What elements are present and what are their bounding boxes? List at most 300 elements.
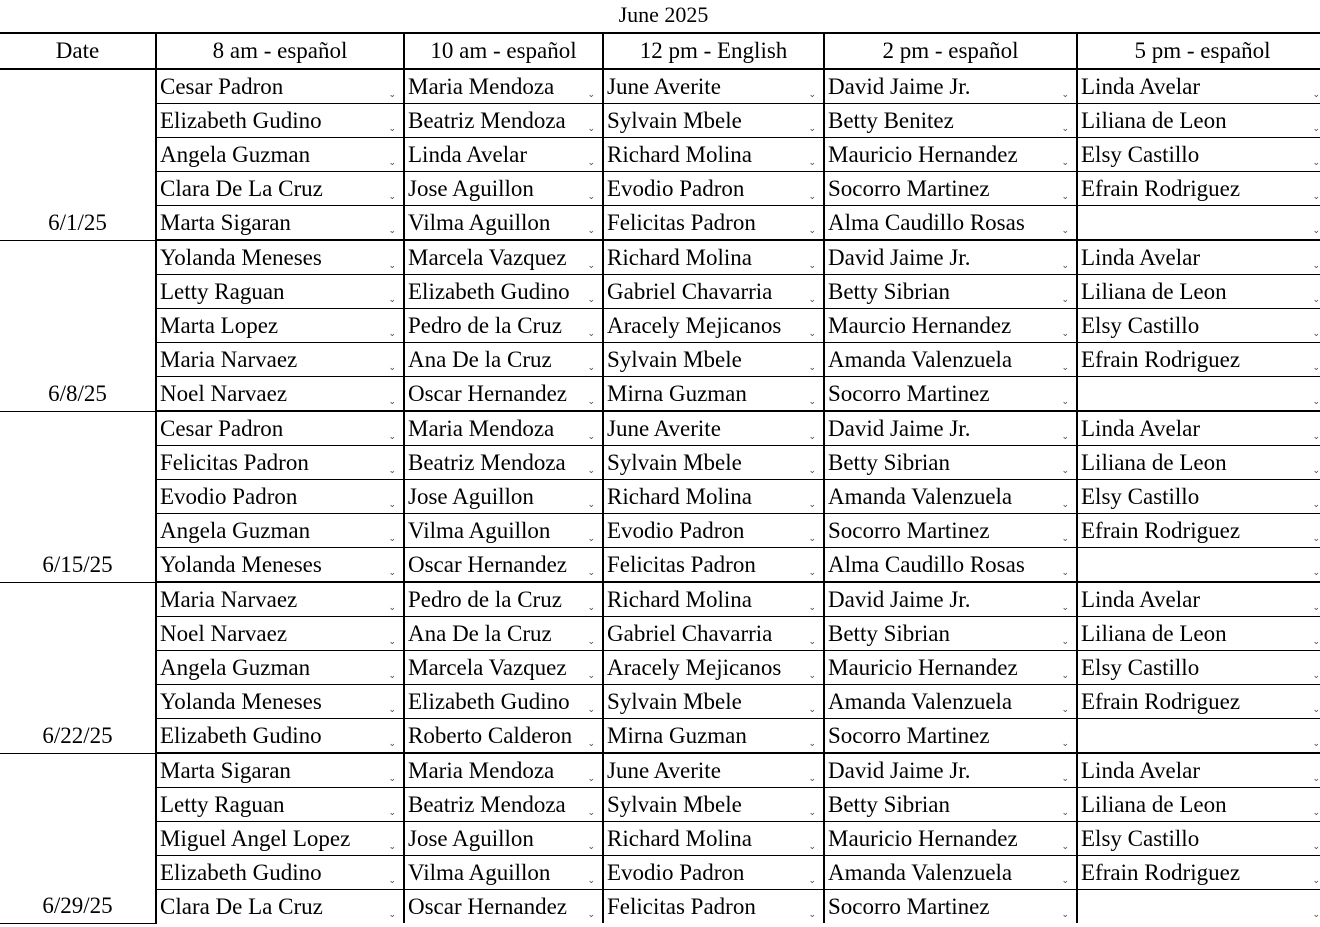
chevron-down-icon[interactable]: ⌄ <box>808 157 816 167</box>
chevron-down-icon[interactable]: ⌄ <box>1061 602 1069 612</box>
table-row <box>0 69 1320 104</box>
assignment-dropdown-10am[interactable] <box>404 343 603 377</box>
chevron-down-icon[interactable]: ⌄ <box>1061 567 1069 577</box>
chevron-down-icon[interactable]: ⌄ <box>1312 294 1320 304</box>
assignment-dropdown-10am[interactable] <box>404 514 603 548</box>
assignment-dropdown-8am[interactable] <box>156 548 404 583</box>
assignment-dropdown-10am[interactable] <box>404 617 603 651</box>
assignment-dropdown-10am[interactable] <box>404 206 603 241</box>
assignment-dropdown-12pm[interactable] <box>603 890 824 924</box>
chevron-down-icon[interactable]: ⌄ <box>388 123 396 133</box>
assignment-dropdown-12pm[interactable] <box>603 548 824 583</box>
chevron-down-icon[interactable]: ⌄ <box>1312 533 1320 543</box>
date-cell: 6/22/25 <box>0 582 156 753</box>
assignment-dropdown-2pm[interactable] <box>824 69 1077 104</box>
assignee-name: Liliana de Leon <box>1081 791 1227 817</box>
chevron-down-icon[interactable]: ⌄ <box>388 738 396 748</box>
assignment-dropdown-8am[interactable] <box>156 206 404 241</box>
chevron-down-icon[interactable]: ⌄ <box>587 362 595 372</box>
chevron-down-icon[interactable]: ⌄ <box>1061 362 1069 372</box>
assignment-dropdown-12pm[interactable] <box>603 582 824 617</box>
chevron-down-icon[interactable]: ⌄ <box>587 875 595 885</box>
chevron-down-icon[interactable]: ⌄ <box>808 89 816 99</box>
chevron-down-icon[interactable]: ⌄ <box>388 465 396 475</box>
chevron-down-icon[interactable]: ⌄ <box>587 157 595 167</box>
assignment-dropdown-10am[interactable] <box>404 377 603 412</box>
chevron-down-icon[interactable]: ⌄ <box>1061 431 1069 441</box>
chevron-down-icon[interactable]: ⌄ <box>587 704 595 714</box>
assignment-dropdown-10am[interactable] <box>404 172 603 206</box>
chevron-down-icon[interactable]: ⌄ <box>1312 89 1320 99</box>
assignment-dropdown-5pm[interactable] <box>1077 411 1320 446</box>
assignment-dropdown-8am[interactable] <box>156 719 404 754</box>
assignment-dropdown-8am[interactable] <box>156 856 404 890</box>
table-row <box>0 719 1320 754</box>
assignment-dropdown-8am[interactable] <box>156 651 404 685</box>
chevron-down-icon[interactable]: ⌄ <box>1061 157 1069 167</box>
chevron-down-icon[interactable]: ⌄ <box>1061 499 1069 509</box>
assignee-name: David Jaime Jr. <box>828 73 971 99</box>
chevron-down-icon[interactable]: ⌄ <box>1061 294 1069 304</box>
chevron-down-icon[interactable]: ⌄ <box>1061 841 1069 851</box>
assignee-name: Alma Caudillo Rosas <box>828 551 1025 577</box>
chevron-down-icon[interactable]: ⌄ <box>587 225 595 235</box>
chevron-down-icon[interactable]: ⌄ <box>1061 396 1069 406</box>
chevron-down-icon[interactable]: ⌄ <box>587 567 595 577</box>
chevron-down-icon[interactable]: ⌄ <box>388 602 396 612</box>
table-row <box>0 582 1320 617</box>
chevron-down-icon[interactable]: ⌄ <box>1312 225 1320 235</box>
chevron-down-icon[interactable]: ⌄ <box>1312 157 1320 167</box>
chevron-down-icon[interactable]: ⌄ <box>1061 533 1069 543</box>
assignment-dropdown-5pm[interactable] <box>1077 788 1320 822</box>
assignment-dropdown-12pm[interactable] <box>603 172 824 206</box>
assignment-dropdown-8am[interactable] <box>156 104 404 138</box>
assignment-dropdown-10am[interactable] <box>404 275 603 309</box>
assignment-dropdown-5pm[interactable] <box>1077 480 1320 514</box>
table-row <box>0 788 1320 822</box>
assignee-name: David Jaime Jr. <box>828 244 971 270</box>
chevron-down-icon[interactable]: ⌄ <box>808 465 816 475</box>
chevron-down-icon[interactable]: ⌄ <box>1061 260 1069 270</box>
assignment-dropdown-8am[interactable] <box>156 377 404 412</box>
assignee-name: Vilma Aguillon <box>408 859 551 885</box>
chevron-down-icon[interactable]: ⌄ <box>388 260 396 270</box>
assignment-dropdown-5pm[interactable] <box>1077 890 1320 924</box>
assignment-dropdown-10am[interactable] <box>404 480 603 514</box>
chevron-down-icon[interactable]: ⌄ <box>1061 909 1069 919</box>
assignment-dropdown-2pm[interactable] <box>824 890 1077 924</box>
assignment-dropdown-12pm[interactable] <box>603 514 824 548</box>
assignment-dropdown-5pm[interactable] <box>1077 172 1320 206</box>
chevron-down-icon[interactable]: ⌄ <box>388 567 396 577</box>
chevron-down-icon[interactable]: ⌄ <box>587 328 595 338</box>
assignment-dropdown-12pm[interactable] <box>603 685 824 719</box>
chevron-down-icon[interactable]: ⌄ <box>1312 328 1320 338</box>
assignee-name: Clara De La Cruz <box>160 893 323 919</box>
assignment-dropdown-2pm[interactable] <box>824 206 1077 241</box>
assignee-name: Efrain Rodriguez <box>1081 859 1241 885</box>
assignment-dropdown-8am[interactable] <box>156 822 404 856</box>
assignment-dropdown-5pm[interactable] <box>1077 685 1320 719</box>
assignment-dropdown-2pm[interactable] <box>824 685 1077 719</box>
chevron-down-icon[interactable]: ⌄ <box>388 704 396 714</box>
chevron-down-icon[interactable]: ⌄ <box>1312 396 1320 406</box>
chevron-down-icon[interactable]: ⌄ <box>1061 636 1069 646</box>
chevron-down-icon[interactable]: ⌄ <box>388 909 396 919</box>
chevron-down-icon[interactable]: ⌄ <box>808 362 816 372</box>
chevron-down-icon[interactable]: ⌄ <box>388 533 396 543</box>
assignment-dropdown-12pm[interactable] <box>603 411 824 446</box>
chevron-down-icon[interactable]: ⌄ <box>587 431 595 441</box>
assignee-name: Amanda Valenzuela <box>828 346 1013 372</box>
assignment-dropdown-12pm[interactable] <box>603 480 824 514</box>
assignment-dropdown-5pm[interactable] <box>1077 582 1320 617</box>
assignment-dropdown-5pm[interactable] <box>1077 138 1320 172</box>
chevron-down-icon[interactable]: ⌄ <box>808 807 816 817</box>
chevron-down-icon[interactable]: ⌄ <box>1061 875 1069 885</box>
chevron-down-icon[interactable]: ⌄ <box>1312 499 1320 509</box>
chevron-down-icon[interactable]: ⌄ <box>808 636 816 646</box>
assignee-name: Elizabeth Gudino <box>408 688 570 714</box>
assignment-dropdown-8am[interactable] <box>156 582 404 617</box>
assignment-dropdown-12pm[interactable] <box>603 206 824 241</box>
chevron-down-icon[interactable]: ⌄ <box>1312 191 1320 201</box>
chevron-down-icon[interactable]: ⌄ <box>1312 123 1320 133</box>
assignment-dropdown-10am[interactable] <box>404 309 603 343</box>
assignee-name: Maria Mendoza <box>408 757 555 783</box>
chevron-down-icon[interactable]: ⌄ <box>1312 260 1320 270</box>
assignment-dropdown-2pm[interactable] <box>824 377 1077 412</box>
assignment-dropdown-8am[interactable] <box>156 240 404 275</box>
chevron-down-icon[interactable]: ⌄ <box>808 191 816 201</box>
assignment-dropdown-8am[interactable] <box>156 172 404 206</box>
assignee-name: Marta Lopez <box>160 312 279 338</box>
chevron-down-icon[interactable]: ⌄ <box>388 191 396 201</box>
assignment-dropdown-2pm[interactable] <box>824 343 1077 377</box>
assignment-dropdown-5pm[interactable] <box>1077 753 1320 788</box>
chevron-down-icon[interactable]: ⌄ <box>1061 773 1069 783</box>
assignment-dropdown-12pm[interactable] <box>603 651 824 685</box>
assignment-dropdown-5pm[interactable] <box>1077 446 1320 480</box>
assignee-name: Maurcio Hernandez <box>828 312 1012 338</box>
chevron-down-icon[interactable]: ⌄ <box>587 191 595 201</box>
assignment-dropdown-2pm[interactable] <box>824 856 1077 890</box>
assignee-name: Linda Avelar <box>1081 586 1200 612</box>
assignee-name: Betty Benitez <box>828 107 954 133</box>
assignee-name: Mauricio Hernandez <box>828 141 1018 167</box>
assignment-dropdown-5pm[interactable] <box>1077 104 1320 138</box>
chevron-down-icon[interactable]: ⌄ <box>388 807 396 817</box>
assignment-dropdown-5pm[interactable] <box>1077 617 1320 651</box>
chevron-down-icon[interactable]: ⌄ <box>1061 465 1069 475</box>
chevron-down-icon[interactable]: ⌄ <box>808 294 816 304</box>
assignee-name: Marta Sigaran <box>160 757 291 783</box>
chevron-down-icon[interactable]: ⌄ <box>587 123 595 133</box>
assignment-dropdown-2pm[interactable] <box>824 446 1077 480</box>
date-cell: 6/15/25 <box>0 411 156 582</box>
chevron-down-icon[interactable]: ⌄ <box>1312 636 1320 646</box>
assignment-dropdown-5pm[interactable] <box>1077 719 1320 754</box>
assignment-dropdown-10am[interactable] <box>404 890 603 924</box>
assignment-dropdown-2pm[interactable] <box>824 411 1077 446</box>
assignment-dropdown-5pm[interactable] <box>1077 275 1320 309</box>
assignment-dropdown-2pm[interactable] <box>824 275 1077 309</box>
chevron-down-icon[interactable]: ⌄ <box>1061 738 1069 748</box>
table-row <box>0 753 1320 788</box>
chevron-down-icon[interactable]: ⌄ <box>388 225 396 235</box>
assignment-dropdown-12pm[interactable] <box>603 719 824 754</box>
chevron-down-icon[interactable]: ⌄ <box>1312 875 1320 885</box>
assignment-dropdown-12pm[interactable] <box>603 240 824 275</box>
assignment-dropdown-2pm[interactable] <box>824 651 1077 685</box>
assignment-dropdown-2pm[interactable] <box>824 617 1077 651</box>
assignee-name: Amanda Valenzuela <box>828 859 1013 885</box>
assignment-dropdown-2pm[interactable] <box>824 240 1077 275</box>
assignment-dropdown-5pm[interactable] <box>1077 377 1320 412</box>
assignment-dropdown-10am[interactable] <box>404 685 603 719</box>
assignment-dropdown-5pm[interactable] <box>1077 548 1320 583</box>
assignment-dropdown-5pm[interactable] <box>1077 822 1320 856</box>
assignee-name: Felicitas Padron <box>607 551 756 577</box>
chevron-down-icon[interactable]: ⌄ <box>388 875 396 885</box>
chevron-down-icon[interactable]: ⌄ <box>808 396 816 406</box>
assignee-name: June Averite <box>607 73 721 99</box>
chevron-down-icon[interactable]: ⌄ <box>587 499 595 509</box>
chevron-down-icon[interactable]: ⌄ <box>1312 909 1320 919</box>
assignment-dropdown-8am[interactable] <box>156 685 404 719</box>
assignee-name: Efrain Rodriguez <box>1081 175 1241 201</box>
assignment-dropdown-10am[interactable] <box>404 548 603 583</box>
assignment-dropdown-8am[interactable] <box>156 69 404 104</box>
assignment-dropdown-12pm[interactable] <box>603 69 824 104</box>
chevron-down-icon[interactable]: ⌄ <box>1312 841 1320 851</box>
assignment-dropdown-2pm[interactable] <box>824 104 1077 138</box>
chevron-down-icon[interactable]: ⌄ <box>587 260 595 270</box>
assignee-name: Evodio Padron <box>607 175 745 201</box>
chevron-down-icon[interactable]: ⌄ <box>587 807 595 817</box>
assignment-dropdown-2pm[interactable] <box>824 138 1077 172</box>
chevron-down-icon[interactable]: ⌄ <box>1061 225 1069 235</box>
assignee-name: Maria Mendoza <box>408 73 555 99</box>
assignment-dropdown-2pm[interactable] <box>824 309 1077 343</box>
assignee-name: Sylvain Mbele <box>607 107 742 133</box>
assignment-dropdown-12pm[interactable] <box>603 275 824 309</box>
assignment-dropdown-8am[interactable] <box>156 309 404 343</box>
assignee-name: Elsy Castillo <box>1081 483 1200 509</box>
chevron-down-icon[interactable]: ⌄ <box>587 636 595 646</box>
chevron-down-icon[interactable]: ⌄ <box>587 670 595 680</box>
assignment-dropdown-8am[interactable] <box>156 138 404 172</box>
chevron-down-icon[interactable]: ⌄ <box>1312 431 1320 441</box>
assignment-dropdown-12pm[interactable] <box>603 104 824 138</box>
assignment-dropdown-2pm[interactable] <box>824 172 1077 206</box>
chevron-down-icon[interactable]: ⌄ <box>587 294 595 304</box>
assignment-dropdown-10am[interactable] <box>404 856 603 890</box>
chevron-down-icon[interactable]: ⌄ <box>388 89 396 99</box>
assignment-dropdown-12pm[interactable] <box>603 446 824 480</box>
chevron-down-icon[interactable]: ⌄ <box>587 738 595 748</box>
assignment-dropdown-2pm[interactable] <box>824 822 1077 856</box>
chevron-down-icon[interactable]: ⌄ <box>1061 191 1069 201</box>
assignment-dropdown-12pm[interactable] <box>603 788 824 822</box>
assignment-dropdown-8am[interactable] <box>156 788 404 822</box>
assignment-dropdown-2pm[interactable] <box>824 753 1077 788</box>
assignment-dropdown-5pm[interactable] <box>1077 343 1320 377</box>
chevron-down-icon[interactable]: ⌄ <box>388 328 396 338</box>
chevron-down-icon[interactable]: ⌄ <box>388 157 396 167</box>
chevron-down-icon[interactable]: ⌄ <box>388 636 396 646</box>
assignment-dropdown-2pm[interactable] <box>824 788 1077 822</box>
assignment-dropdown-10am[interactable] <box>404 719 603 754</box>
table-row <box>0 309 1320 343</box>
chevron-down-icon[interactable]: ⌄ <box>1061 670 1069 680</box>
assignment-dropdown-12pm[interactable] <box>603 617 824 651</box>
table-row <box>0 685 1320 719</box>
chevron-down-icon[interactable]: ⌄ <box>388 841 396 851</box>
assignment-dropdown-12pm[interactable] <box>603 138 824 172</box>
assignee-name: Sylvain Mbele <box>607 688 742 714</box>
assignment-dropdown-2pm[interactable] <box>824 582 1077 617</box>
chevron-down-icon[interactable]: ⌄ <box>1312 362 1320 372</box>
assignment-dropdown-10am[interactable] <box>404 582 603 617</box>
chevron-down-icon[interactable]: ⌄ <box>587 396 595 406</box>
assignment-dropdown-10am[interactable] <box>404 788 603 822</box>
chevron-down-icon[interactable]: ⌄ <box>1061 704 1069 714</box>
assignment-dropdown-2pm[interactable] <box>824 548 1077 583</box>
assignment-dropdown-8am[interactable] <box>156 514 404 548</box>
chevron-down-icon[interactable]: ⌄ <box>587 89 595 99</box>
chevron-down-icon[interactable]: ⌄ <box>587 465 595 475</box>
chevron-down-icon[interactable]: ⌄ <box>388 670 396 680</box>
chevron-down-icon[interactable]: ⌄ <box>808 225 816 235</box>
table-row <box>0 343 1320 377</box>
assignment-dropdown-2pm[interactable] <box>824 514 1077 548</box>
assignment-dropdown-5pm[interactable] <box>1077 856 1320 890</box>
assignee-name: Miguel Angel Lopez <box>160 825 351 851</box>
assignment-dropdown-5pm[interactable] <box>1077 206 1320 241</box>
chevron-down-icon[interactable]: ⌄ <box>808 841 816 851</box>
chevron-down-icon[interactable]: ⌄ <box>587 533 595 543</box>
assignee-name: Vilma Aguillon <box>408 517 551 543</box>
assignment-dropdown-8am[interactable] <box>156 343 404 377</box>
assignee-name: Linda Avelar <box>408 141 527 167</box>
assignment-dropdown-5pm[interactable] <box>1077 651 1320 685</box>
assignee-name: Elsy Castillo <box>1081 141 1200 167</box>
assignee-name: Angela Guzman <box>160 654 311 680</box>
assignment-dropdown-10am[interactable] <box>404 651 603 685</box>
chevron-down-icon[interactable]: ⌄ <box>808 123 816 133</box>
chevron-down-icon[interactable]: ⌄ <box>388 294 396 304</box>
assignment-dropdown-8am[interactable] <box>156 480 404 514</box>
chevron-down-icon[interactable]: ⌄ <box>808 567 816 577</box>
chevron-down-icon[interactable]: ⌄ <box>808 909 816 919</box>
assignment-dropdown-2pm[interactable] <box>824 480 1077 514</box>
chevron-down-icon[interactable]: ⌄ <box>808 431 816 441</box>
chevron-down-icon[interactable]: ⌄ <box>388 773 396 783</box>
chevron-down-icon[interactable]: ⌄ <box>1312 704 1320 714</box>
chevron-down-icon[interactable]: ⌄ <box>808 602 816 612</box>
chevron-down-icon[interactable]: ⌄ <box>1312 807 1320 817</box>
assignment-dropdown-8am[interactable] <box>156 411 404 446</box>
assignment-dropdown-8am[interactable] <box>156 617 404 651</box>
assignment-dropdown-10am[interactable] <box>404 822 603 856</box>
assignment-dropdown-10am[interactable] <box>404 753 603 788</box>
chevron-down-icon[interactable]: ⌄ <box>1061 89 1069 99</box>
chevron-down-icon[interactable]: ⌄ <box>388 362 396 372</box>
assignee-name: Noel Narvaez <box>160 380 288 406</box>
chevron-down-icon[interactable]: ⌄ <box>388 431 396 441</box>
assignment-dropdown-10am[interactable] <box>404 69 603 104</box>
assignment-dropdown-10am[interactable] <box>404 240 603 275</box>
assignee-name: Evodio Padron <box>607 517 745 543</box>
chevron-down-icon[interactable]: ⌄ <box>808 533 816 543</box>
chevron-down-icon[interactable]: ⌄ <box>1312 602 1320 612</box>
page-title: June 2025 <box>618 2 709 27</box>
chevron-down-icon[interactable]: ⌄ <box>808 499 816 509</box>
chevron-down-icon[interactable]: ⌄ <box>808 875 816 885</box>
chevron-down-icon[interactable]: ⌄ <box>808 670 816 680</box>
assignment-dropdown-10am[interactable] <box>404 411 603 446</box>
assignment-dropdown-8am[interactable] <box>156 446 404 480</box>
assignment-dropdown-12pm[interactable] <box>603 822 824 856</box>
chevron-down-icon[interactable]: ⌄ <box>388 396 396 406</box>
assignment-dropdown-12pm[interactable] <box>603 343 824 377</box>
assignment-dropdown-5pm[interactable] <box>1077 240 1320 275</box>
chevron-down-icon[interactable]: ⌄ <box>808 773 816 783</box>
chevron-down-icon[interactable]: ⌄ <box>587 841 595 851</box>
assignment-dropdown-5pm[interactable] <box>1077 514 1320 548</box>
chevron-down-icon[interactable]: ⌄ <box>587 602 595 612</box>
assignment-dropdown-5pm[interactable] <box>1077 69 1320 104</box>
chevron-down-icon[interactable]: ⌄ <box>1312 670 1320 680</box>
chevron-down-icon[interactable]: ⌄ <box>808 328 816 338</box>
table-row <box>0 617 1320 651</box>
chevron-down-icon[interactable]: ⌄ <box>388 499 396 509</box>
chevron-down-icon[interactable]: ⌄ <box>1061 807 1069 817</box>
assignment-dropdown-8am[interactable] <box>156 753 404 788</box>
date-cell: 6/29/25 <box>0 753 156 923</box>
table-row <box>0 446 1320 480</box>
assignee-name: Amanda Valenzuela <box>828 483 1013 509</box>
assignment-dropdown-10am[interactable] <box>404 104 603 138</box>
chevron-down-icon[interactable]: ⌄ <box>587 909 595 919</box>
assignment-dropdown-5pm[interactable] <box>1077 309 1320 343</box>
assignment-dropdown-8am[interactable] <box>156 275 404 309</box>
assignment-dropdown-12pm[interactable] <box>603 309 824 343</box>
chevron-down-icon[interactable]: ⌄ <box>1312 773 1320 783</box>
assignment-dropdown-10am[interactable] <box>404 446 603 480</box>
chevron-down-icon[interactable]: ⌄ <box>1061 328 1069 338</box>
assignment-dropdown-10am[interactable] <box>404 138 603 172</box>
chevron-down-icon[interactable]: ⌄ <box>808 704 816 714</box>
assignee-name: Linda Avelar <box>1081 415 1200 441</box>
assignee-name: Elizabeth Gudino <box>160 722 322 748</box>
chevron-down-icon[interactable]: ⌄ <box>1312 465 1320 475</box>
assignment-dropdown-12pm[interactable] <box>603 753 824 788</box>
assignment-dropdown-12pm[interactable] <box>603 856 824 890</box>
assignment-dropdown-2pm[interactable] <box>824 719 1077 754</box>
assignee-name: Letty Raguan <box>160 791 285 817</box>
chevron-down-icon[interactable]: ⌄ <box>1312 567 1320 577</box>
chevron-down-icon[interactable]: ⌄ <box>1312 738 1320 748</box>
assignment-dropdown-8am[interactable] <box>156 890 404 924</box>
chevron-down-icon[interactable]: ⌄ <box>808 738 816 748</box>
chevron-down-icon[interactable]: ⌄ <box>808 260 816 270</box>
assignment-dropdown-12pm[interactable] <box>603 377 824 412</box>
chevron-down-icon[interactable]: ⌄ <box>1061 123 1069 133</box>
chevron-down-icon[interactable]: ⌄ <box>587 773 595 783</box>
